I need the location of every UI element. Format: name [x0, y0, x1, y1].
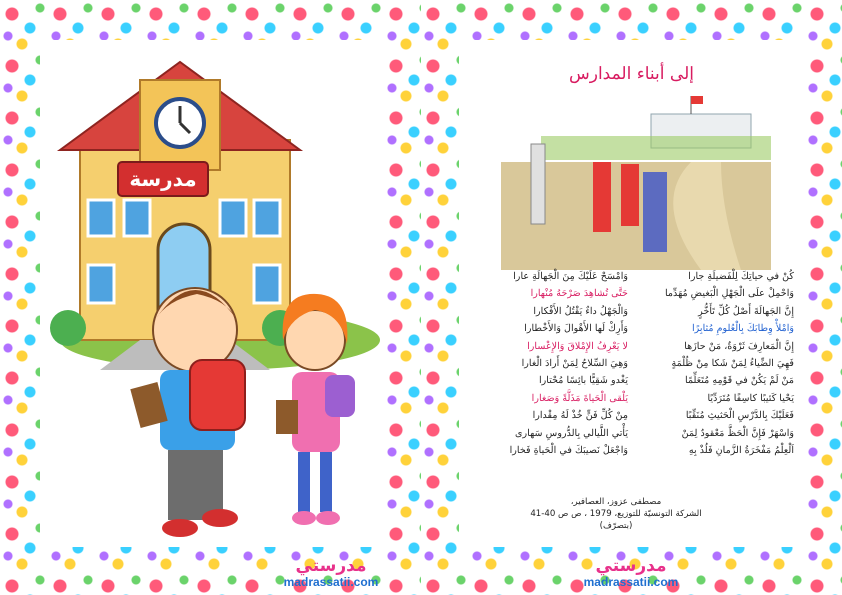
- source-note: (بتصرّف): [599, 521, 633, 531]
- boy-shoe: [202, 509, 238, 527]
- window: [220, 200, 246, 236]
- window: [124, 200, 150, 236]
- poem-line: كُنْ في حياتِكَ لِلْفَضيلَةِ جارا: [688, 271, 794, 282]
- poem-line: إِنَّ الجَهالَةَ أَصْلُ كُلِّ تَأَخُّرٍ: [698, 305, 794, 317]
- window: [88, 200, 114, 236]
- poem-column-right: [644, 268, 794, 459]
- bush: [50, 310, 86, 346]
- poem-line: وَامْلأْ وِطابَكَ بِالْعُلومِ مُثابِرًا: [691, 323, 794, 335]
- poem-line: وَامْسَحْ عَلَيْكَ مِنَ الْجَهالَةِ عارا: [513, 271, 628, 282]
- poem-line: يَغْدو شَقِيًّا بائِسًا مُحْتارا: [538, 375, 628, 387]
- girl-shoe: [292, 511, 316, 525]
- poem-line: اَلْعِلْمُ مَفْخَرَةُ الزَّمانِ فَلُذْ بِهِ: [688, 445, 794, 457]
- poem-column-left: [478, 268, 628, 459]
- source-citation: [491, 496, 741, 532]
- window: [254, 265, 280, 303]
- girl-leg: [320, 452, 332, 512]
- poem-line: فَهِيَ الضِّياءُ لِمَنْ شَكا مِنْ ظُلْمَةٍ: [671, 358, 794, 370]
- trees: [541, 136, 771, 160]
- logo-url: madrassatii.com: [283, 575, 379, 589]
- backpack-icon: [190, 360, 245, 430]
- girl-shoe: [316, 511, 340, 525]
- source-publisher: الشركة التونسيّة للتوزيع، 1979 ، ص ص 40-41: [530, 509, 702, 519]
- window: [88, 265, 114, 303]
- poem-line: مِنْ كُلِّ فَنٍّ خُذْ لَهُ مِقْدارا: [532, 410, 628, 422]
- poem-line: مَنْ لَمْ يَكُنْ في قَوْمِهِ مُتَعَلِّمًا: [685, 375, 794, 387]
- poem-line: يَحْيا كَئيبًا كاسِفًا مُتَرَدِّيًا: [707, 392, 794, 404]
- site-logo[interactable]: [271, 557, 391, 589]
- school-scene-illustration: [501, 92, 771, 270]
- girl-leg: [298, 452, 310, 512]
- window: [254, 200, 280, 236]
- poem-line: يَأْتي اللَّيالي بِالدُّروسِ سَهارى: [515, 427, 628, 439]
- poem-line: وَاحْمِلْ علَى الْجَهْلِ الْبَغيضِ مُهَدِّما: [664, 288, 794, 300]
- poem-line: لا يَعْرِفُ الإِمْلاقَ وَالإِعْسارا: [527, 340, 628, 352]
- logo-url: madrassatii.com: [583, 575, 679, 589]
- poem-title: إلى أبناء المدارس: [569, 64, 694, 84]
- source-author: مصطفى عزوز، العصافير،: [570, 497, 662, 507]
- logo-arabic: مدرستي: [595, 556, 667, 576]
- logo-arabic: مدرستي: [295, 556, 367, 576]
- poem-line: حَتَّى تُشاهِدَ صَرْحَهُ مُنْهارا: [530, 288, 628, 300]
- school-illustration: [40, 40, 381, 547]
- flag-icon: [691, 96, 703, 104]
- book-icon: [276, 400, 298, 434]
- poem-line: يَلْقى الْحَياةَ مَذَلَّةً وَصَغارا: [531, 392, 628, 404]
- child-figure: [593, 162, 611, 232]
- school-sign-text: مدرسة: [129, 167, 197, 191]
- girl-backpack-icon: [325, 375, 355, 417]
- poem-line: وَالْجَهْلُ داءٌ يَقْتُلُ الأَفْكارا: [533, 305, 628, 317]
- right-page: [421, 0, 842, 595]
- poem-line: وَهِيَ السِّلاحُ لِمَنْ أَرادَ الْغارا: [521, 358, 628, 370]
- child-figure: [643, 172, 667, 252]
- poem-line: وَاسْهَرْ فَإِنَّ الْحَظَّ مَعْقودٌ لِمَنْ: [681, 427, 794, 439]
- boy-shoe: [162, 519, 198, 537]
- poem-line: وَأَرِكْ لَها الأَهْوالَ وَالأَخْطارا: [524, 323, 628, 335]
- poem-line: إِنَّ الْمَعارِفَ ثَرْوَةٌ، مَنْ حازَها: [684, 340, 794, 352]
- man-figure: [531, 144, 545, 224]
- child-figure: [621, 164, 639, 226]
- site-logo[interactable]: [571, 557, 691, 589]
- poem-line: فَعَلَيْكَ بِالدَّرْسِ الْحَثيثِ مُنَقِّبًا: [685, 410, 794, 422]
- poem-line: وَاجْعَلْ نَصيبَكَ في الْحَياةِ فَخارا: [509, 445, 628, 457]
